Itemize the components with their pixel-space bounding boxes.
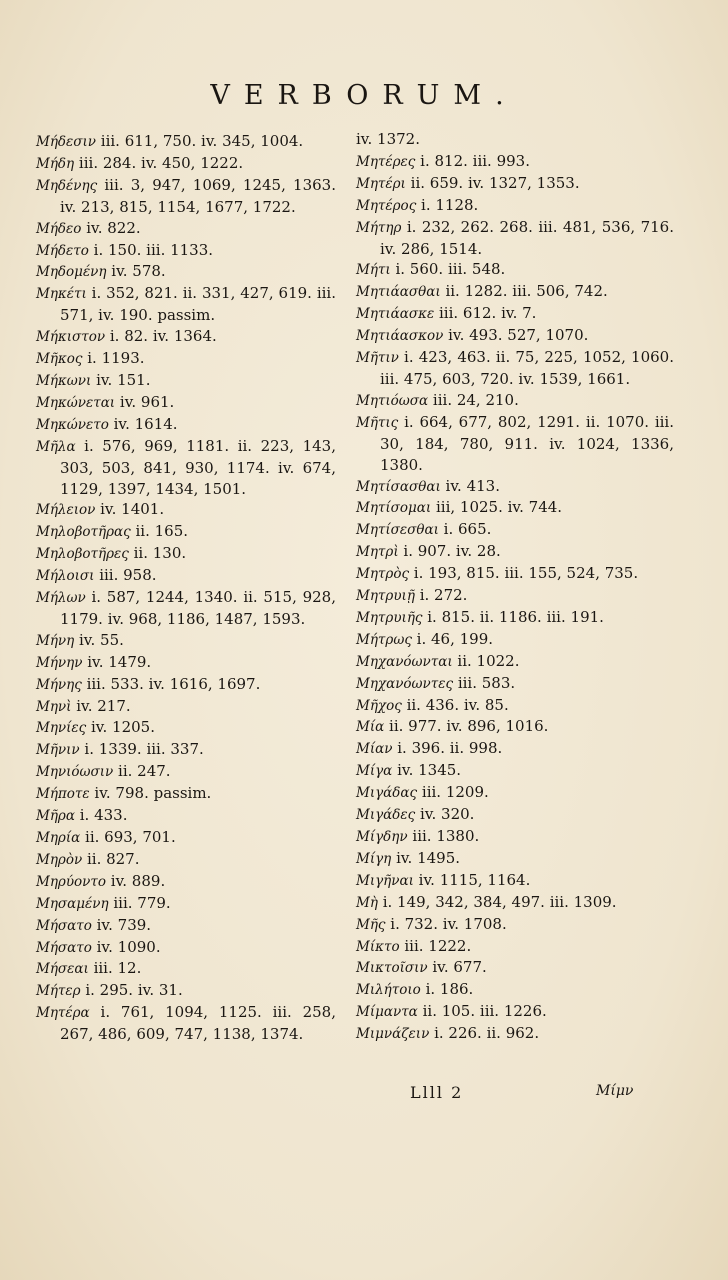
- index-entry: [36, 283, 336, 326]
- references: i. 423, 463. ii. 75, 225, 1052, 1060. iii. 475, 603, 720. iv. 1539, 1661.: [380, 348, 674, 388]
- references: ii. 659. iv. 1327, 1353.: [410, 173, 580, 192]
- index-entry: [36, 827, 336, 849]
- index-entry: [356, 151, 674, 173]
- index-entry: [356, 804, 674, 826]
- references: i. 815. ii. 1186. iii. 191.: [427, 607, 604, 626]
- references: iv. 578.: [111, 262, 166, 281]
- index-entry: [356, 607, 674, 629]
- references: i. 812. iii. 993.: [420, 151, 530, 170]
- references: iv. 889.: [110, 871, 166, 890]
- headword: Μιμνάζειν: [356, 1026, 430, 1043]
- index-entry: [36, 414, 336, 436]
- index-entry: [36, 958, 336, 980]
- references: iv. 1115, 1164.: [418, 870, 531, 889]
- headword: Μήσατο: [36, 917, 92, 934]
- index-entry: [36, 630, 336, 652]
- references: i. 186.: [425, 980, 474, 999]
- index-entry: [356, 848, 674, 870]
- index-entry: [36, 175, 336, 218]
- references: i. 226. ii. 962.: [434, 1024, 540, 1043]
- headword: Μιγῆναι: [356, 872, 414, 889]
- headword: Μητέρος: [356, 197, 417, 214]
- index-entry: [356, 782, 674, 804]
- index-entry: [36, 717, 336, 739]
- index-entry: [356, 563, 674, 585]
- index-entry: [36, 543, 336, 565]
- references: ii. 827.: [86, 849, 140, 868]
- index-entry: [36, 937, 336, 959]
- references: ii. 105. iii. 1226.: [422, 1002, 547, 1021]
- headword: Μῆνιν: [36, 742, 80, 759]
- references: iii. 24, 210.: [432, 390, 519, 409]
- headword: Μῆτιν: [356, 350, 399, 367]
- headword: Μησαμένη: [36, 895, 109, 912]
- references: iv. 1345.: [397, 761, 462, 780]
- index-entry: [356, 173, 674, 195]
- references: i. 46, 199.: [416, 629, 494, 648]
- signature-mark: Llll 2: [410, 1083, 464, 1102]
- index-entry: [356, 217, 674, 260]
- headword: Μηλοβοτῆρας: [36, 524, 131, 541]
- index-entry: [36, 153, 336, 175]
- references: ii. 436. iv. 85.: [406, 695, 509, 714]
- headword: Μίαν: [356, 741, 393, 758]
- index-column-right: [356, 129, 674, 1045]
- index-entry: [356, 303, 674, 325]
- references: iv. 493. 527, 1070.: [448, 326, 589, 345]
- headword: Μῆλα: [36, 438, 76, 455]
- headword: Μίγη: [356, 850, 392, 867]
- index-entry: [36, 370, 336, 392]
- headword: Μητρυιῇ: [356, 588, 415, 605]
- references: iv. 1495.: [396, 848, 461, 867]
- references: iii. 1222.: [404, 936, 472, 955]
- references: iii. 583.: [457, 673, 516, 692]
- references: i. 149, 342, 384, 497. iii. 1309.: [382, 892, 617, 911]
- headword: Μητίσεσθαι: [356, 522, 439, 539]
- references: iii. 533. iv. 1616, 1697.: [86, 674, 261, 693]
- references: iv. 677.: [432, 958, 487, 977]
- references: iii. 12.: [93, 959, 142, 978]
- index-entry: [36, 499, 336, 521]
- index-entry: [36, 696, 336, 718]
- index-entry: [356, 716, 674, 738]
- headword: Μηχανόωνται: [356, 653, 453, 670]
- references: iv. 1372.: [356, 130, 420, 148]
- index-entry: [356, 497, 674, 519]
- index-entry: [356, 541, 674, 563]
- headword: Μηδένης: [36, 177, 98, 194]
- references: iv. 1090.: [96, 937, 161, 956]
- references: iv. 961.: [119, 392, 175, 411]
- index-entry: [36, 871, 336, 893]
- catchword: Μίμν: [596, 1083, 634, 1099]
- index-entry: [356, 695, 674, 717]
- index-entry: [36, 805, 336, 827]
- index-entry: [36, 849, 336, 871]
- references: i. 665.: [443, 520, 492, 539]
- headword: Μήτι: [356, 262, 391, 279]
- references: i. 587, 1244, 1340. ii. 515, 928, 1179. iv. 968, 1186, 1487, 1593.: [60, 588, 336, 628]
- references: i. 295. iv. 31.: [85, 981, 183, 1000]
- references: i. 732. iv. 1708.: [390, 914, 507, 933]
- headword: Μήλοισι: [36, 568, 95, 585]
- headword: Μίμαντα: [356, 1004, 418, 1021]
- index-entry: [356, 1001, 674, 1023]
- index-entry: [36, 1002, 336, 1045]
- headword: Μήλων: [36, 590, 86, 607]
- page-header: VERBORUM.: [210, 80, 518, 111]
- references: i. 150. iii. 1133.: [93, 240, 214, 259]
- headword: Μηκώνεται: [36, 394, 116, 411]
- references: iii, 1025. iv. 744.: [435, 498, 563, 517]
- headword: Μηρύοντο: [36, 873, 106, 890]
- index-entry: [356, 673, 674, 695]
- index-entry: [36, 240, 336, 262]
- references: i. 396. ii. 998.: [397, 739, 503, 758]
- references: i. 1193.: [87, 349, 145, 368]
- index-entry: [356, 892, 674, 914]
- references: iv. 1614.: [113, 414, 178, 433]
- index-entry: [356, 870, 674, 892]
- index-entry: [356, 390, 674, 412]
- index-entry: [356, 651, 674, 673]
- headword: Μήτηρ: [356, 219, 402, 236]
- references: i. 433.: [79, 806, 128, 825]
- references: iii. 779.: [113, 893, 171, 912]
- headword: Μιγάδας: [356, 785, 418, 802]
- references: iv. 739.: [96, 915, 152, 934]
- headword: Μητιόωσα: [356, 392, 429, 409]
- headword: Μίγδην: [356, 829, 408, 845]
- index-entry: [36, 783, 336, 805]
- headword: Μήτερ: [36, 983, 81, 1000]
- index-entry: [356, 979, 674, 1001]
- headword: Μητρυιῆς: [356, 609, 423, 626]
- headword: Μητέρες: [356, 153, 416, 170]
- headword: Μήνην: [36, 654, 83, 671]
- headword: Μιλήτοιο: [356, 982, 421, 999]
- references: iv. 798. passim.: [94, 784, 212, 803]
- references: i. 232, 262. 268. iii. 481, 536, 716. iv. 286, 1514.: [380, 217, 674, 258]
- references: i. 193, 815. iii. 155, 524, 735.: [413, 564, 639, 583]
- headword: Μήδεο: [36, 220, 82, 237]
- references: i. 907. iv. 28.: [403, 542, 501, 561]
- index-entry: [356, 826, 674, 848]
- headword: Μήκωνι: [36, 372, 92, 389]
- references: iii. 612. iv. 7.: [439, 304, 537, 323]
- index-entry: [356, 957, 674, 979]
- headword: Μήδη: [36, 155, 75, 172]
- references: i. 1128.: [421, 195, 479, 214]
- index-entry: [356, 585, 674, 607]
- index-entry: [36, 326, 336, 348]
- headword: Μηρία: [36, 830, 81, 846]
- index-entry: [36, 436, 336, 500]
- references: ii. 1282. iii. 506, 742.: [445, 282, 608, 301]
- headword: Μητρὶ: [356, 544, 399, 561]
- index-entry: [356, 281, 674, 303]
- index-entry: [356, 738, 674, 760]
- references: i. 761, 1094, 1125. iii. 258, 267, 486, 609, 747, 1138, 1374.: [60, 1003, 336, 1044]
- index-entry: [36, 587, 336, 630]
- index-entry: [36, 915, 336, 937]
- headword: Μηδομένη: [36, 264, 107, 281]
- headword: Μηχανόωντες: [356, 675, 454, 692]
- index-entry: [36, 652, 336, 674]
- references: iv. 320.: [420, 805, 475, 824]
- headword: Μήσατο: [36, 939, 92, 956]
- headword: Μῆτις: [356, 414, 399, 431]
- headword: Μηλοβοτῆρες: [36, 546, 129, 563]
- headword: Μικτοῖσιν: [356, 960, 428, 977]
- index-entry: [356, 519, 674, 541]
- headword: Μηνιόωσιν: [36, 764, 114, 781]
- index-entry: [36, 565, 336, 587]
- index-entry: [36, 761, 336, 783]
- headword: Μίκτο: [356, 938, 400, 955]
- headword: Μητίσασθαι: [356, 478, 441, 495]
- index-entry: [36, 261, 336, 283]
- headword: Μήνη: [36, 632, 75, 649]
- references: ii. 165.: [135, 522, 189, 541]
- index-entry: [356, 936, 674, 958]
- headword: Μήκιστον: [36, 329, 106, 346]
- headword: Μηνὶ: [36, 698, 72, 715]
- index-entry: [356, 760, 674, 782]
- headword: Μητιάασκον: [356, 328, 444, 345]
- headword: Μῆκος: [36, 351, 83, 368]
- references: iv. 822.: [86, 218, 141, 237]
- references: i. 664, 677, 802, 1291. ii. 1070. iii. 30, 184, 780, 911. iv. 1024, 1336, 1380.: [380, 412, 674, 474]
- references: ii. 130.: [133, 544, 187, 563]
- index-entry: [356, 347, 674, 390]
- headword: Μιγάδες: [356, 807, 416, 824]
- headword: Μήτρως: [356, 631, 412, 648]
- references: i. 82. iv. 1364.: [109, 327, 217, 346]
- headword: Μηνίες: [36, 720, 87, 737]
- references: iv. 413.: [445, 476, 500, 495]
- references: i. 560. iii. 548.: [395, 260, 506, 279]
- references: ii. 1022.: [457, 651, 520, 670]
- references: ii. 977. iv. 896, 1016.: [389, 717, 549, 736]
- headword: Μίγα: [356, 763, 393, 780]
- index-entry: [36, 392, 336, 414]
- headword: Μητιάασθαι: [356, 284, 441, 301]
- headword: Μητίσομαι: [356, 500, 432, 517]
- headword: Μητιάασκε: [356, 306, 435, 323]
- index-entry: [356, 412, 674, 476]
- index-entry: [36, 131, 336, 153]
- headword: Μήδετο: [36, 242, 89, 259]
- references: iii. 1209.: [421, 783, 489, 802]
- references: iii. 611, 750. iv. 345, 1004.: [100, 132, 304, 150]
- headword: Μήνης: [36, 676, 82, 693]
- references: iv. 1401.: [100, 500, 165, 519]
- references: iv. 1205.: [91, 718, 155, 737]
- index-entry: [356, 1023, 674, 1045]
- index-entry: [356, 629, 674, 651]
- index-entry: [36, 893, 336, 915]
- references: iv. 217.: [76, 696, 131, 715]
- headword: Μηκέτι: [36, 286, 87, 303]
- headword: Μῆς: [356, 916, 386, 933]
- headword: Μὴ: [356, 894, 378, 911]
- index-entry: [356, 914, 674, 936]
- index-entry: [36, 739, 336, 761]
- headword: Μητρὸς: [356, 566, 410, 583]
- index-entry: [356, 195, 674, 217]
- references: i. 576, 969, 1181. ii. 223, 143, 303, 503, 841, 930, 1174. iv. 674, 1129, 1397, 1434, 1501.: [60, 436, 336, 498]
- references: ii. 693, 701.: [85, 828, 176, 846]
- index-entry: [36, 348, 336, 370]
- headword: Μητέρα: [36, 1005, 90, 1022]
- index-entry: [36, 674, 336, 696]
- headword: Μηκώνετο: [36, 416, 109, 433]
- references: iv. 55.: [79, 630, 124, 649]
- index-entry: [356, 476, 674, 498]
- references: iii. 958.: [99, 566, 157, 585]
- headword: Μῆρα: [36, 808, 75, 825]
- references: iii. 1380.: [412, 827, 480, 845]
- references: i. 1339. iii. 337.: [84, 740, 204, 759]
- index-entry: [36, 218, 336, 240]
- references: i. 272.: [419, 586, 468, 605]
- index-entry: [36, 521, 336, 543]
- headword: Μήποτε: [36, 786, 90, 803]
- index-entry: [36, 980, 336, 1002]
- index-entry: [356, 259, 674, 281]
- headword: Μῆχος: [356, 697, 402, 714]
- references: iii. 284. iv. 450, 1222.: [78, 153, 244, 172]
- headword: Μηρὸν: [36, 851, 83, 868]
- headword: Μητέρι: [356, 175, 406, 192]
- index-entry: [356, 325, 674, 347]
- references: iv. 1479.: [87, 652, 152, 671]
- references: i. 352, 821. ii. 331, 427, 619. iii. 571, iv. 190. passim.: [60, 284, 336, 325]
- index-entry: [356, 129, 674, 151]
- references: iii. 3, 947, 1069, 1245, 1363. iv. 213, 815, 1154, 1677, 1722.: [60, 175, 336, 216]
- headword: Μήσεαι: [36, 961, 89, 978]
- headword: Μήλειον: [36, 502, 96, 519]
- index-column-left: [36, 131, 336, 1045]
- headword: Μία: [356, 719, 385, 736]
- references: iv. 151.: [96, 370, 151, 389]
- references: ii. 247.: [118, 762, 171, 781]
- headword: Μήδεσιν: [36, 134, 96, 150]
